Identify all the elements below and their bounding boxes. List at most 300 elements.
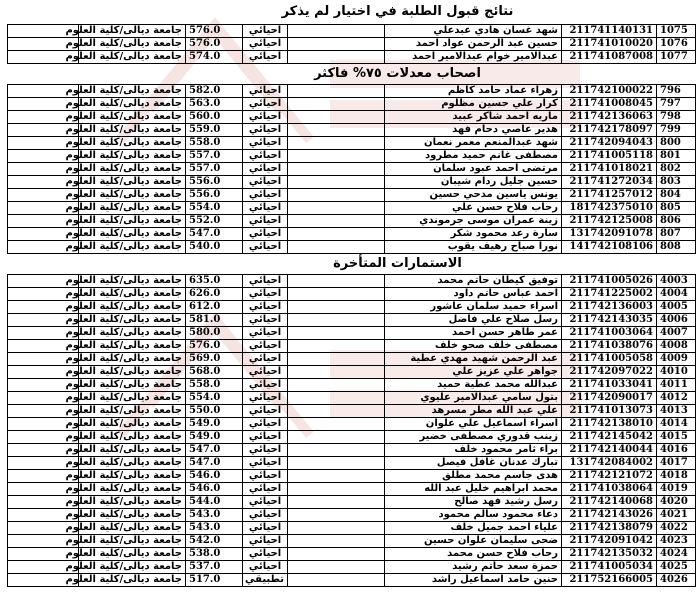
- blank-cell: [288, 163, 385, 176]
- table-row: [8, 405, 696, 418]
- branch-cell: احيائي: [243, 509, 288, 522]
- exam-id-cell: 211742145042: [562, 431, 657, 444]
- seq-cell: 4013: [657, 405, 696, 418]
- score-cell: 563.0: [186, 98, 243, 111]
- score-cell: 554.0: [186, 392, 243, 405]
- table-row: [8, 176, 696, 189]
- table-row: [8, 392, 696, 405]
- college-cell: جامعة ديالى/كلية العلوم: [79, 275, 186, 288]
- blank-cell: [288, 548, 385, 561]
- score-cell: 580.0: [186, 327, 243, 340]
- college-cell: جامعة ديالى/كلية العلوم: [79, 241, 186, 254]
- college-cell: جامعة ديالى/كلية العلوم: [79, 574, 186, 587]
- branch-cell: احيائي: [243, 51, 288, 64]
- branch-cell: احيائي: [243, 98, 288, 111]
- student-name-cell: زينة عمران موسى جرموندي: [385, 215, 562, 228]
- exam-id-cell: 211741087008: [562, 51, 657, 64]
- table-row: [8, 228, 696, 241]
- blank-cell: [288, 176, 385, 189]
- college-cell: جامعة ديالى/كلية العلوم: [79, 444, 186, 457]
- seq-cell: 4018: [657, 470, 696, 483]
- score-cell: 560.0: [186, 111, 243, 124]
- branch-cell: احيائي: [243, 379, 288, 392]
- seq-cell: 4015: [657, 431, 696, 444]
- seq-cell: 4023: [657, 535, 696, 548]
- exam-id-cell: 141742108106: [562, 241, 657, 254]
- exam-id-cell: 211741008045: [562, 98, 657, 111]
- seq-cell: 801: [657, 150, 696, 163]
- blank-cell: [288, 509, 385, 522]
- score-cell: 556.0: [186, 176, 243, 189]
- branch-cell: احيائي: [243, 483, 288, 496]
- score-cell: 540.0: [186, 241, 243, 254]
- branch-cell: احيائي: [243, 38, 288, 51]
- college-cell: جامعة ديالى/كلية العلوم: [79, 418, 186, 431]
- college-cell: جامعة ديالى/كلية العلوم: [79, 366, 186, 379]
- score-cell: 517.0: [186, 574, 243, 587]
- table-row: [8, 548, 696, 561]
- blank-cell: [288, 379, 385, 392]
- branch-cell: احيائي: [243, 548, 288, 561]
- college-cell: جامعة ديالى/كلية العلوم: [79, 496, 186, 509]
- exam-id-cell: 211742136003: [562, 301, 657, 314]
- student-name-cell: مصطفى غانم حميد مطرود: [385, 150, 562, 163]
- table-row: [8, 25, 696, 38]
- score-cell: 549.0: [186, 431, 243, 444]
- student-name-cell: هدى جاسم محمد مطلق: [385, 470, 562, 483]
- branch-cell: احيائي: [243, 228, 288, 241]
- table-row: [8, 366, 696, 379]
- blank-cell: [288, 470, 385, 483]
- exam-id-cell: 211742091042: [562, 535, 657, 548]
- exam-id-cell: 211742138079: [562, 522, 657, 535]
- seq-cell: 806: [657, 215, 696, 228]
- results-table: [7, 24, 696, 64]
- score-cell: 549.0: [186, 418, 243, 431]
- exam-id-cell: 211741140131: [562, 25, 657, 38]
- table-row: [8, 340, 696, 353]
- score-cell: 543.0: [186, 522, 243, 535]
- table-row: [8, 85, 696, 98]
- blank-cell: [288, 457, 385, 470]
- table-row: [8, 38, 696, 51]
- student-name-cell: دعاء محمود سالم محمود: [385, 509, 562, 522]
- exam-id-cell: 211752166005: [562, 574, 657, 587]
- blank-cell: [288, 418, 385, 431]
- college-cell: جامعة ديالى/كلية العلوم: [79, 392, 186, 405]
- blank-cell: [288, 189, 385, 202]
- table-row: [8, 98, 696, 111]
- blank-cell: [288, 535, 385, 548]
- branch-cell: احيائي: [243, 561, 288, 574]
- branch-cell: احيائي: [243, 288, 288, 301]
- branch-cell: احيائي: [243, 124, 288, 137]
- college-cell: جامعة ديالى/كلية العلوم: [79, 301, 186, 314]
- section-title: اصحاب معدلات ٧٥% فاكثر: [314, 66, 481, 81]
- student-name-cell: جواهر علي عزيز علي: [385, 366, 562, 379]
- student-name-cell: اسراء اسماعيل علي علوان: [385, 418, 562, 431]
- student-name-cell: شهد غسان هادي عبدعلي: [385, 25, 562, 38]
- score-cell: 546.0: [186, 470, 243, 483]
- college-cell: جامعة ديالى/كلية العلوم: [79, 124, 186, 137]
- exam-id-cell: 211742140068: [562, 496, 657, 509]
- score-cell: 542.0: [186, 535, 243, 548]
- score-cell: 558.0: [186, 137, 243, 150]
- table-row: [8, 418, 696, 431]
- student-name-cell: عبدالله محمد عطية حميد: [385, 379, 562, 392]
- college-cell: جامعة ديالى/كلية العلوم: [79, 176, 186, 189]
- blank-cell: [288, 137, 385, 150]
- blank-cell: [288, 215, 385, 228]
- seq-cell: 4020: [657, 496, 696, 509]
- exam-id-cell: 131742084002: [562, 457, 657, 470]
- table-row: [8, 301, 696, 314]
- table-row: [8, 561, 696, 574]
- table-row: [8, 483, 696, 496]
- student-name-cell: حمزة سعد حاتم رشيد: [385, 561, 562, 574]
- college-cell: جامعة ديالى/كلية العلوم: [79, 535, 186, 548]
- student-name-cell: يونس ياسين مدحي حسين: [385, 189, 562, 202]
- blank-cell: [288, 124, 385, 137]
- student-name-cell: عبد الرحمن شهيد مهدي عطية: [385, 353, 562, 366]
- branch-cell: احيائي: [243, 25, 288, 38]
- branch-cell: احيائي: [243, 340, 288, 353]
- college-cell: جامعة ديالى/كلية العلوم: [79, 457, 186, 470]
- score-cell: 558.0: [186, 379, 243, 392]
- table-row: [8, 457, 696, 470]
- college-cell: جامعة ديالى/كلية العلوم: [79, 85, 186, 98]
- student-name-cell: عبدالامير خوام عبدالامير احمد: [385, 51, 562, 64]
- college-cell: جامعة ديالى/كلية العلوم: [79, 25, 186, 38]
- seq-cell: 4025: [657, 561, 696, 574]
- student-name-cell: زينب قدوري مصطفى خضير: [385, 431, 562, 444]
- section-title: الاستمارات المتأخرة: [333, 256, 462, 271]
- branch-cell: احيائي: [243, 535, 288, 548]
- seq-cell: 4012: [657, 392, 696, 405]
- table-row: [8, 470, 696, 483]
- exam-id-cell: 211742121072: [562, 470, 657, 483]
- college-cell: جامعة ديالى/كلية العلوم: [79, 522, 186, 535]
- branch-cell: احيائي: [243, 457, 288, 470]
- section-high-averages: [0, 64, 700, 254]
- exam-id-cell: 211741005026: [562, 275, 657, 288]
- seq-cell: 4024: [657, 548, 696, 561]
- score-cell: 547.0: [186, 444, 243, 457]
- seq-cell: 1076: [657, 38, 696, 51]
- seq-cell: 1075: [657, 25, 696, 38]
- college-cell: جامعة ديالى/كلية العلوم: [79, 561, 186, 574]
- exam-id-cell: 211742135032: [562, 548, 657, 561]
- exam-id-cell: 211742143035: [562, 314, 657, 327]
- table-row: [8, 124, 696, 137]
- score-cell: 556.0: [186, 189, 243, 202]
- college-cell: جامعة ديالى/كلية العلوم: [79, 327, 186, 340]
- exam-id-cell: 211741005118: [562, 150, 657, 163]
- blank-cell: [288, 314, 385, 327]
- table-row: [8, 150, 696, 163]
- table-row: [8, 509, 696, 522]
- exam-id-cell: 211741225002: [562, 288, 657, 301]
- exam-id-cell: 211741010020: [562, 38, 657, 51]
- score-cell: 544.0: [186, 496, 243, 509]
- table-row: [8, 353, 696, 366]
- score-cell: 582.0: [186, 85, 243, 98]
- branch-cell: احيائي: [243, 314, 288, 327]
- score-cell: 550.0: [186, 405, 243, 418]
- table-row: [8, 574, 696, 587]
- blank-cell: [288, 444, 385, 457]
- seq-cell: 798: [657, 111, 696, 124]
- college-cell: جامعة ديالى/كلية العلوم: [79, 548, 186, 561]
- score-cell: 557.0: [186, 150, 243, 163]
- college-cell: جامعة ديالى/كلية العلوم: [79, 215, 186, 228]
- exam-id-cell: 211742094043: [562, 137, 657, 150]
- blank-cell: [288, 483, 385, 496]
- blank-cell: [288, 353, 385, 366]
- blank-cell: [288, 496, 385, 509]
- student-name-cell: اسراء حميد سلمان عاشور: [385, 301, 562, 314]
- score-cell: 576.0: [186, 38, 243, 51]
- seq-cell: 800: [657, 137, 696, 150]
- exam-id-cell: 211741257012: [562, 189, 657, 202]
- exam-id-cell: 211742097022: [562, 366, 657, 379]
- branch-cell: احيائي: [243, 189, 288, 202]
- student-name-cell: زهراء عماد حامد كاظم: [385, 85, 562, 98]
- blank-cell: [288, 275, 385, 288]
- student-name-cell: كرار علي حسين مظلوم: [385, 98, 562, 111]
- score-cell: 626.0: [186, 288, 243, 301]
- table-row: [8, 496, 696, 509]
- blank-cell: [288, 98, 385, 111]
- branch-cell: احيائي: [243, 111, 288, 124]
- branch-cell: احيائي: [243, 137, 288, 150]
- student-name-cell: رحاب فلاح حسن علي: [385, 202, 562, 215]
- table-row: [8, 137, 696, 150]
- seq-cell: 803: [657, 176, 696, 189]
- table-row: [8, 535, 696, 548]
- student-name-cell: توفيق كيطان حاتم محمد: [385, 275, 562, 288]
- seq-cell: 805: [657, 202, 696, 215]
- seq-cell: 808: [657, 241, 696, 254]
- seq-cell: 4026: [657, 574, 696, 587]
- student-name-cell: احمد عباس حاتم داود: [385, 288, 562, 301]
- score-cell: 576.0: [186, 25, 243, 38]
- exam-id-cell: 181742375010: [562, 202, 657, 215]
- student-name-cell: بتول سامي عبدالامير عليوي: [385, 392, 562, 405]
- seq-cell: 4022: [657, 522, 696, 535]
- seq-cell: 4019: [657, 483, 696, 496]
- branch-cell: احيائي: [243, 163, 288, 176]
- college-cell: جامعة ديالى/كلية العلوم: [79, 228, 186, 241]
- branch-cell: تطبيقي: [243, 574, 288, 587]
- table-row: [8, 215, 696, 228]
- student-name-cell: نورا صباح رهيف يقوب: [385, 241, 562, 254]
- seq-cell: 802: [657, 163, 696, 176]
- score-cell: 546.0: [186, 483, 243, 496]
- seq-cell: 4003: [657, 275, 696, 288]
- student-name-cell: محمد ابراهيم خليل عبد الله: [385, 483, 562, 496]
- score-cell: 547.0: [186, 457, 243, 470]
- branch-cell: احيائي: [243, 275, 288, 288]
- seq-cell: 797: [657, 98, 696, 111]
- branch-cell: احيائي: [243, 366, 288, 379]
- college-cell: جامعة ديالى/كلية العلوم: [79, 51, 186, 64]
- seq-cell: 804: [657, 189, 696, 202]
- exam-id-cell: 211741038064: [562, 483, 657, 496]
- branch-cell: احيائي: [243, 392, 288, 405]
- exam-id-cell: 211742136063: [562, 111, 657, 124]
- section-late-forms: [0, 254, 700, 587]
- exam-id-cell: 211741013073: [562, 405, 657, 418]
- exam-id-cell: 211742125008: [562, 215, 657, 228]
- table-row: [8, 314, 696, 327]
- seq-cell: 4010: [657, 366, 696, 379]
- score-cell: 568.0: [186, 366, 243, 379]
- seq-cell: 4014: [657, 418, 696, 431]
- college-cell: جامعة ديالى/كلية العلوم: [79, 405, 186, 418]
- blank-cell: [288, 85, 385, 98]
- results-table: [7, 84, 696, 254]
- score-cell: 554.0: [186, 202, 243, 215]
- college-cell: جامعة ديالى/كلية العلوم: [79, 509, 186, 522]
- exam-id-cell: 211741038076: [562, 340, 657, 353]
- branch-cell: احيائي: [243, 444, 288, 457]
- blank-cell: [288, 150, 385, 163]
- student-name-cell: هدير عاصي دحام فهد: [385, 124, 562, 137]
- seq-cell: 4006: [657, 314, 696, 327]
- score-cell: 552.0: [186, 215, 243, 228]
- score-cell: 557.0: [186, 163, 243, 176]
- table-row: [8, 189, 696, 202]
- section-unlisted-choice: [0, 0, 700, 64]
- table-row: [8, 444, 696, 457]
- exam-id-cell: 211742138010: [562, 418, 657, 431]
- college-cell: جامعة ديالى/كلية العلوم: [79, 353, 186, 366]
- blank-cell: [288, 25, 385, 38]
- table-row: [8, 288, 696, 301]
- branch-cell: احيائي: [243, 327, 288, 340]
- blank-cell: [288, 405, 385, 418]
- exam-id-cell: 211741033041: [562, 379, 657, 392]
- table-row: [8, 327, 696, 340]
- student-name-cell: مرتضى احمد عبود سلمان: [385, 163, 562, 176]
- blank-cell: [288, 51, 385, 64]
- seq-cell: 4021: [657, 509, 696, 522]
- score-cell: 576.0: [186, 340, 243, 353]
- college-cell: جامعة ديالى/كلية العلوم: [79, 340, 186, 353]
- college-cell: جامعة ديالى/كلية العلوم: [79, 38, 186, 51]
- branch-cell: احيائي: [243, 405, 288, 418]
- blank-cell: [288, 38, 385, 51]
- seq-cell: 799: [657, 124, 696, 137]
- branch-cell: احيائي: [243, 150, 288, 163]
- score-cell: 543.0: [186, 509, 243, 522]
- score-cell: 612.0: [186, 301, 243, 314]
- exam-id-cell: 211742178097: [562, 124, 657, 137]
- student-name-cell: براء ثامر محمود خلف: [385, 444, 562, 457]
- blank-cell: [288, 574, 385, 587]
- table-row: [8, 111, 696, 124]
- student-name-cell: سارة رعد محمود شكر: [385, 228, 562, 241]
- student-name-cell: حسين عبد الرحمن عواد احمد: [385, 38, 562, 51]
- exam-id-cell: 211741018021: [562, 163, 657, 176]
- student-name-cell: حنين حامد اسماعيل راشد: [385, 574, 562, 587]
- score-cell: 574.0: [186, 51, 243, 64]
- score-cell: 635.0: [186, 275, 243, 288]
- branch-cell: احيائي: [243, 470, 288, 483]
- table-row: [8, 241, 696, 254]
- section-title: نتائج قبول الطلبة في اختيار لم يذكر: [281, 4, 514, 19]
- student-name-cell: رسل رشيد فهد صالح: [385, 496, 562, 509]
- seq-cell: 4004: [657, 288, 696, 301]
- seq-cell: 796: [657, 85, 696, 98]
- branch-cell: احيائي: [243, 496, 288, 509]
- score-cell: 547.0: [186, 228, 243, 241]
- college-cell: جامعة ديالى/كلية العلوم: [79, 431, 186, 444]
- seq-cell: 4008: [657, 340, 696, 353]
- college-cell: جامعة ديالى/كلية العلوم: [79, 137, 186, 150]
- score-cell: 581.0: [186, 314, 243, 327]
- blank-cell: [288, 327, 385, 340]
- table-row: [8, 275, 696, 288]
- exam-id-cell: 211741003064: [562, 327, 657, 340]
- student-name-cell: ماريه احمد شاكر عبيد: [385, 111, 562, 124]
- table-row: [8, 431, 696, 444]
- college-cell: جامعة ديالى/كلية العلوم: [79, 202, 186, 215]
- table-row: [8, 202, 696, 215]
- exam-id-cell: 131742091078: [562, 228, 657, 241]
- college-cell: جامعة ديالى/كلية العلوم: [79, 483, 186, 496]
- seq-cell: 4011: [657, 379, 696, 392]
- blank-cell: [288, 340, 385, 353]
- exam-id-cell: 211741005034: [562, 561, 657, 574]
- table-row: [8, 51, 696, 64]
- branch-cell: احيائي: [243, 85, 288, 98]
- blank-cell: [288, 392, 385, 405]
- blank-cell: [288, 522, 385, 535]
- blank-cell: [288, 202, 385, 215]
- exam-id-cell: 211742100022: [562, 85, 657, 98]
- blank-cell: [288, 431, 385, 444]
- college-cell: جامعة ديالى/كلية العلوم: [79, 189, 186, 202]
- seq-cell: 4017: [657, 457, 696, 470]
- results-table: [7, 274, 696, 587]
- score-cell: 538.0: [186, 548, 243, 561]
- blank-cell: [288, 301, 385, 314]
- blank-cell: [288, 111, 385, 124]
- college-cell: جامعة ديالى/كلية العلوم: [79, 314, 186, 327]
- seq-cell: 4016: [657, 444, 696, 457]
- blank-cell: [288, 241, 385, 254]
- student-name-cell: علياء احمد جميل خلف: [385, 522, 562, 535]
- branch-cell: احيائي: [243, 301, 288, 314]
- branch-cell: احيائي: [243, 215, 288, 228]
- seq-cell: 807: [657, 228, 696, 241]
- student-name-cell: مصطفى خلف صحو خلف: [385, 340, 562, 353]
- college-cell: جامعة ديالى/كلية العلوم: [79, 470, 186, 483]
- score-cell: 569.0: [186, 353, 243, 366]
- table-row: [8, 163, 696, 176]
- seq-cell: 4007: [657, 327, 696, 340]
- branch-cell: احيائي: [243, 176, 288, 189]
- student-name-cell: رحاب فلاح حسن محمد: [385, 548, 562, 561]
- exam-id-cell: 211742140044: [562, 444, 657, 457]
- college-cell: جامعة ديالى/كلية العلوم: [79, 163, 186, 176]
- score-cell: 537.0: [186, 561, 243, 574]
- score-cell: 559.0: [186, 124, 243, 137]
- blank-cell: [288, 228, 385, 241]
- branch-cell: احيائي: [243, 202, 288, 215]
